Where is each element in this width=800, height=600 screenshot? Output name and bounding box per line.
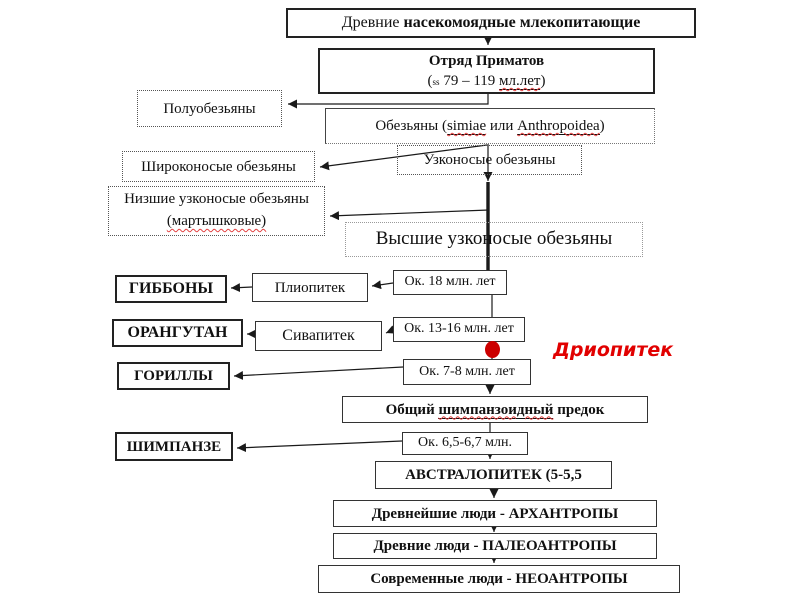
arrow-18mya-to-pliopithecus: [372, 283, 393, 286]
node-primate-order: [318, 48, 655, 94]
arrow-78mya-to-gorillas: [234, 367, 403, 376]
node-lower-narrow-nosed-monkeys: Низшие узконосые обезьяны (мартышковые): [108, 186, 325, 236]
node-6-5-6-7-mya: Ок. 6,5-6,7 млн.: [402, 432, 528, 455]
arrow-65mya-to-chimpanzee: [237, 441, 402, 448]
node-simians: Обезьяны (simiae или Anthropoidea): [325, 108, 655, 144]
node-18-mya: Ок. 18 млн. лет: [393, 270, 507, 295]
node-primates-title: Отряд Приматов: [428, 52, 545, 69]
node-neoanthropes: Современные люди - НЕОАНТРОПЫ: [318, 565, 680, 593]
node-paleoanthropes: Древние люди - ПАЛЕОАНТРОПЫ: [333, 533, 657, 559]
arrow-pliopithecus-to-gibbons: [231, 287, 252, 288]
node-7-8-mya: Ок. 7-8 млн. лет: [403, 359, 531, 385]
node-root-bold-text: насекомоядные млекопитающие: [403, 14, 641, 32]
node-13-16-mya: Ок. 13-16 млн. лет: [393, 317, 525, 342]
node-narrow-nosed-monkeys: Узконосые обезьяны: [397, 145, 582, 175]
node-higher-narrow-nosed-monkeys: Высшие узконосые обезьяны: [345, 222, 643, 257]
arrow-trunk-to-lower-narrownose: [330, 210, 489, 216]
node-root-text: Древние: [341, 14, 404, 32]
node-gorillas: ГОРИЛЛЫ: [117, 362, 230, 390]
node-chimpanzee: ШИМПАНЗЕ: [115, 432, 233, 461]
arrow-1316mya-to-sivapithecus: [386, 330, 393, 333]
node-australopithecus: АВСТРАЛОПИТЕК (5-5,5: [375, 461, 612, 489]
approx-mark: ss: [432, 77, 440, 87]
node-pliopithecus: Плиопитек: [252, 273, 368, 302]
node-ancient-insectivorous-mammals: [286, 8, 696, 38]
dryopithecus-marker-dot: [485, 341, 500, 358]
node-sivapithecus: Сивапитек: [255, 321, 382, 351]
node-prosimians: Полуобезьяны: [137, 90, 282, 127]
node-common-chimpanzoid-ancestor: Общий шимпанзоидный предок: [342, 396, 648, 423]
node-primates-subtitle: (ss 79 – 119 мл.лет): [427, 73, 546, 89]
label-dryopithecus: Дриопитек: [553, 339, 674, 361]
node-orangutan: ОРАНГУТАН: [112, 319, 243, 347]
node-gibbons: ГИББОНЫ: [115, 275, 227, 303]
arrow-primates-to-prosimians: [288, 94, 488, 104]
node-broad-nosed-monkeys: Широконосые обезьяны: [122, 151, 315, 182]
node-archanthropes: Древнейшие люди - АРХАНТРОПЫ: [333, 500, 657, 527]
